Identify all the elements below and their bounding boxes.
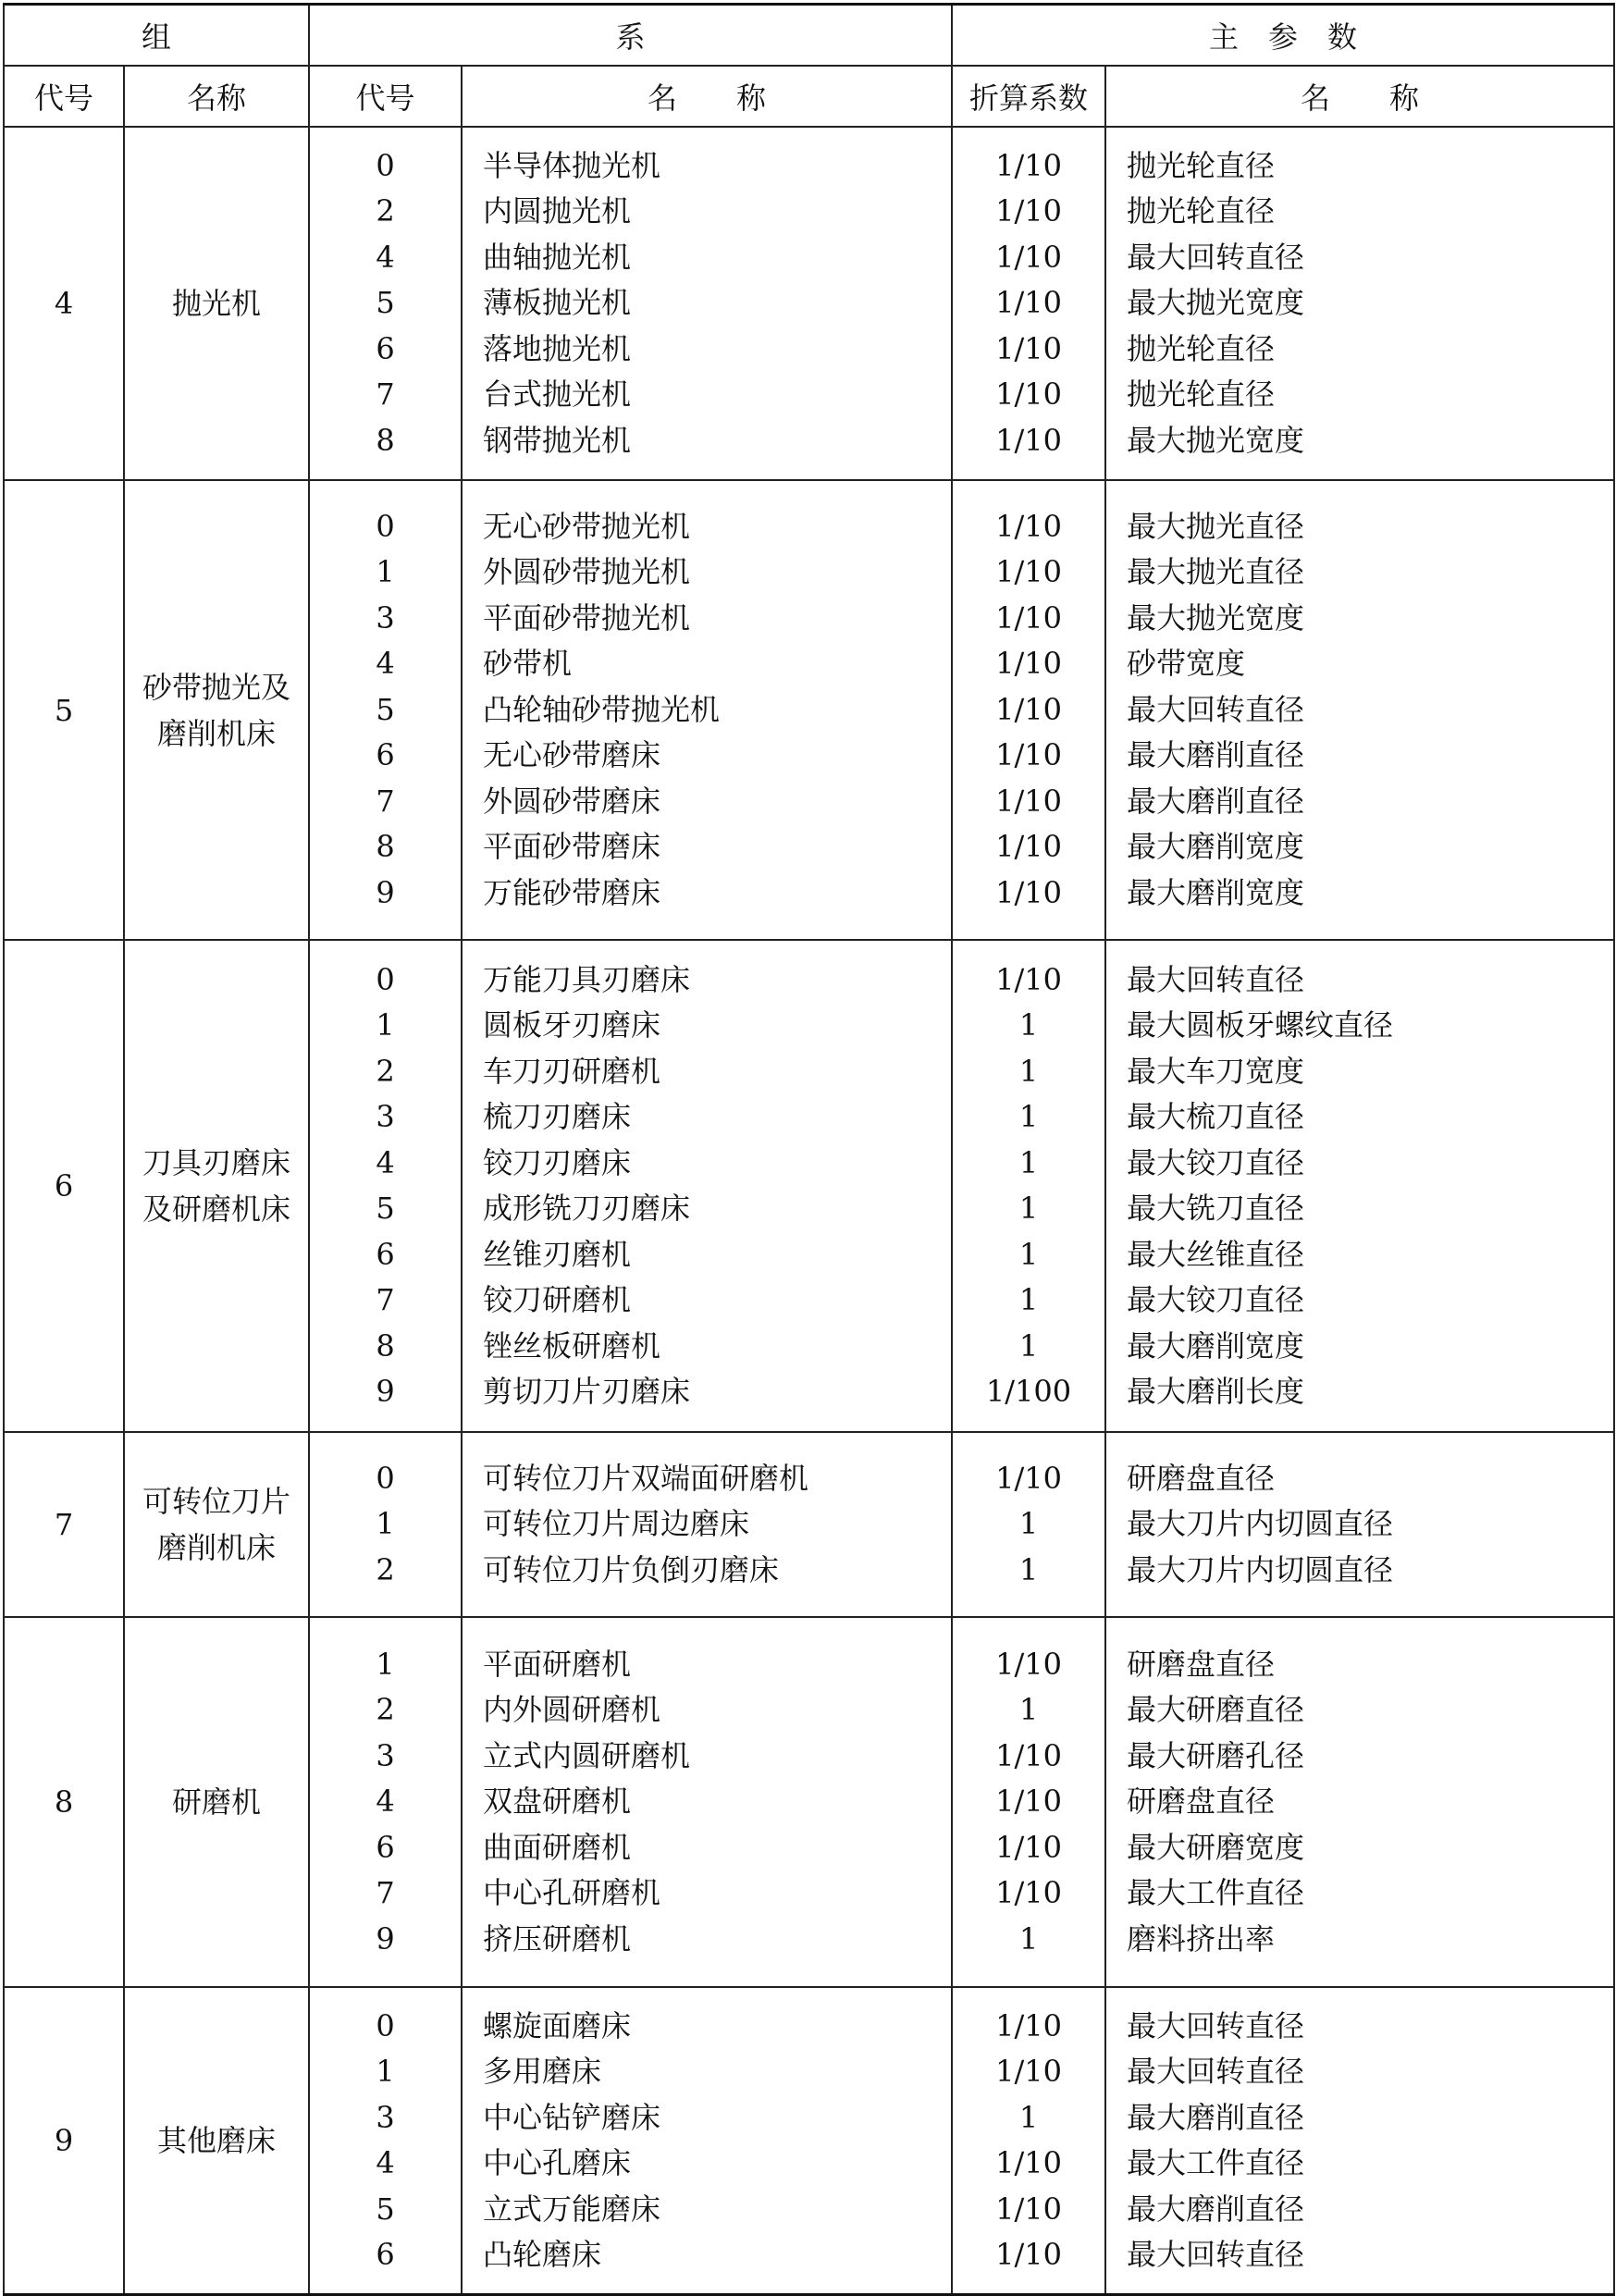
conversion-factor: 1/100: [985, 1374, 1072, 1409]
main-param-name: 最大刀片内切圆直径: [1127, 1506, 1394, 1542]
main-param-name: 最大回转直径: [1127, 691, 1305, 727]
table-row-group: [4, 1617, 1614, 1987]
group-name-line: 刀具刃磨床: [142, 1145, 291, 1180]
main-param-name: 最大铰刀直径: [1127, 1144, 1305, 1180]
main-param-name-column: [1105, 480, 1614, 940]
series-name: 砂带机: [483, 646, 573, 682]
series-name: 圆板牙刃磨床: [483, 1007, 661, 1043]
conversion-factor: 1/10: [995, 829, 1062, 865]
conversion-factor-column: [952, 940, 1105, 1432]
main-param-name: 最大抛光宽度: [1127, 599, 1305, 636]
series-name: 多用磨床: [483, 2054, 602, 2089]
main-param-name: 抛光轮直径: [1127, 147, 1276, 183]
series-name: 梳刀刃磨床: [483, 1099, 632, 1134]
group-code: 9: [4, 1987, 124, 2295]
group-name-text: 研磨机: [172, 1784, 262, 1820]
conversion-factor: 1: [1018, 1191, 1039, 1226]
main-param-name: 最大研磨直径: [1127, 1692, 1305, 1728]
series-name: 落地抛光机: [483, 330, 632, 366]
conversion-factor: 1/10: [995, 646, 1062, 682]
series-code: 9: [376, 1920, 395, 1957]
conversion-factor: 1/10: [995, 874, 1062, 910]
conversion-factor: 1: [1018, 1327, 1039, 1364]
series-code: 3: [376, 2099, 395, 2135]
conversion-factor: 1/10: [995, 330, 1062, 366]
conversion-factor: 1: [1018, 1099, 1039, 1134]
series-code: 2: [376, 193, 395, 229]
conversion-factor-column: [952, 480, 1105, 940]
series-code: 8: [376, 422, 395, 458]
group-name-line: 及研磨机床: [142, 1191, 291, 1227]
series-code-column: [309, 1432, 462, 1617]
main-param-name-column: [1105, 1987, 1614, 2295]
group-name: [124, 1987, 309, 2295]
main-param-name-column: [1105, 1617, 1614, 1987]
series-code-column: [309, 1987, 462, 2295]
machine-classification-table: [3, 3, 1615, 2296]
conversion-factor: 1/10: [995, 193, 1062, 229]
table-row-group: [4, 940, 1614, 1432]
main-param-name: 最大抛光直径: [1127, 554, 1305, 590]
conversion-factor: 1/10: [995, 508, 1062, 544]
group-name-text: 抛光机: [172, 286, 262, 321]
series-code: 2: [376, 1692, 395, 1728]
header-series-name: 名 称: [462, 66, 952, 127]
main-param-name: 最大工件直径: [1127, 1875, 1305, 1911]
series-code: 3: [376, 599, 395, 636]
series-name: 平面砂带磨床: [483, 829, 661, 865]
conversion-factor: 1/10: [995, 961, 1062, 997]
series-code: 1: [376, 1007, 395, 1043]
series-code-column: [309, 127, 462, 480]
series-name: 凸轮磨床: [483, 2237, 602, 2272]
conversion-factor: 1: [1018, 1692, 1039, 1728]
series-name: 半导体抛光机: [483, 147, 661, 183]
series-code: 8: [376, 829, 395, 865]
conversion-factor: 1/10: [995, 2237, 1062, 2272]
group-code: 5: [4, 480, 124, 940]
main-param-name: 最大铣刀直径: [1127, 1191, 1305, 1226]
header-row-top: [4, 5, 1614, 67]
conversion-factor: 1/10: [995, 2054, 1062, 2089]
conversion-factor: 1/10: [995, 1460, 1062, 1496]
conversion-factor: 1/10: [995, 554, 1062, 590]
conversion-factor-column: [952, 1987, 1105, 2295]
series-code: 5: [376, 1191, 395, 1226]
series-code: 1: [376, 2054, 395, 2089]
series-name: 立式内圆研磨机: [483, 1737, 691, 1773]
group-name: [124, 940, 309, 1432]
main-param-name: 最大研磨宽度: [1127, 1829, 1305, 1865]
group-name-line: 可转位刀片: [142, 1484, 291, 1519]
group-name: [124, 480, 309, 940]
group-code: 4: [4, 127, 124, 480]
table-row-group: [4, 127, 1614, 480]
series-code: 4: [376, 239, 395, 275]
conversion-factor: 1/10: [995, 783, 1062, 819]
group-code: 8: [4, 1617, 124, 1987]
series-name: 可转位刀片负倒刃磨床: [483, 1551, 780, 1587]
series-code: 4: [376, 2145, 395, 2180]
main-param-name: 最大丝锥直径: [1127, 1236, 1305, 1272]
series-code: 6: [376, 737, 395, 773]
series-name: 铰刀刃磨床: [483, 1144, 632, 1180]
series-name: 中心孔研磨机: [483, 1875, 661, 1911]
conversion-factor: 1/10: [995, 1875, 1062, 1911]
series-code: 6: [376, 2237, 395, 2272]
series-name: 内圆抛光机: [483, 193, 632, 229]
header-group: 组: [4, 5, 309, 67]
table-body: [4, 127, 1614, 2295]
group-name-line: 磨削机床: [157, 1530, 277, 1565]
main-param-name: 研磨盘直径: [1127, 1646, 1276, 1682]
table-row-group: [4, 1432, 1614, 1617]
series-code: 0: [376, 147, 395, 183]
header-group-code: 代号: [4, 66, 124, 127]
conversion-factor-column: [952, 127, 1105, 480]
series-name: 万能砂带磨床: [483, 874, 661, 910]
conversion-factor: 1/10: [995, 737, 1062, 773]
main-param-name: 最大抛光宽度: [1127, 422, 1305, 458]
conversion-factor: 1: [1018, 1007, 1039, 1043]
series-code: 5: [376, 2191, 395, 2227]
series-name: 成形铣刀刃磨床: [483, 1191, 691, 1226]
header-series: 系: [309, 5, 952, 67]
series-code: 2: [376, 1551, 395, 1587]
header-series-code: 代号: [309, 66, 462, 127]
series-name: 曲面研磨机: [483, 1829, 632, 1865]
main-param-name: 最大磨削直径: [1127, 737, 1305, 773]
header-factor: 折算系数: [952, 66, 1105, 127]
series-name-column: [462, 1617, 952, 1987]
main-param-name-column: [1105, 127, 1614, 480]
conversion-factor: 1/10: [995, 422, 1062, 458]
conversion-factor: 1/10: [995, 2191, 1062, 2227]
series-name: 平面砂带抛光机: [483, 599, 691, 636]
series-name: 钢带抛光机: [483, 422, 632, 458]
series-code: 7: [376, 783, 395, 819]
series-code: 0: [376, 1460, 395, 1496]
main-param-name: 研磨盘直径: [1127, 1784, 1276, 1820]
series-name: 外圆砂带抛光机: [483, 554, 691, 590]
main-param-name: 最大铰刀直径: [1127, 1282, 1305, 1317]
group-name: [124, 127, 309, 480]
conversion-factor: 1/10: [995, 1737, 1062, 1773]
series-code: 5: [376, 691, 395, 727]
conversion-factor-column: [952, 1617, 1105, 1987]
series-code: 1: [376, 554, 395, 590]
main-param-name: 砂带宽度: [1127, 646, 1246, 682]
group-name: [124, 1617, 309, 1987]
series-name: 外圆砂带磨床: [483, 783, 661, 819]
series-code: 4: [376, 1144, 395, 1180]
main-param-name: 最大磨削宽度: [1127, 874, 1305, 910]
conversion-factor: 1/10: [995, 239, 1062, 275]
conversion-factor-column: [952, 1432, 1105, 1617]
main-param-name: 最大磨削宽度: [1127, 829, 1305, 865]
series-code-column: [309, 1617, 462, 1987]
header-main-param: 主 参 数: [952, 5, 1614, 67]
series-name: 曲轴抛光机: [483, 239, 632, 275]
series-code: 3: [376, 1737, 395, 1773]
main-param-name: 最大回转直径: [1127, 239, 1305, 275]
series-name-column: [462, 480, 952, 940]
series-code: 7: [376, 376, 395, 413]
series-code: 3: [376, 1099, 395, 1134]
header-param-name: 名 称: [1105, 66, 1614, 127]
series-name: 铰刀研磨机: [483, 1282, 632, 1317]
group-name: [124, 1432, 309, 1617]
conversion-factor: 1/10: [995, 1784, 1062, 1820]
series-code: 4: [376, 646, 395, 682]
conversion-factor: 1/10: [995, 599, 1062, 636]
main-param-name: 最大磨削宽度: [1127, 1327, 1305, 1364]
main-param-name: 最大研磨孔径: [1127, 1737, 1305, 1773]
series-code: 6: [376, 330, 395, 366]
series-code: 6: [376, 1236, 395, 1272]
series-name-column: [462, 127, 952, 480]
series-name: 无心砂带磨床: [483, 737, 661, 773]
main-param-name: 最大回转直径: [1127, 961, 1305, 997]
series-name: 立式万能磨床: [483, 2191, 661, 2227]
main-param-name: 最大刀片内切圆直径: [1127, 1551, 1394, 1587]
series-name: 挤压研磨机: [483, 1920, 632, 1957]
series-code: 5: [376, 285, 395, 321]
conversion-factor: 1: [1018, 1236, 1039, 1272]
main-param-name: 抛光轮直径: [1127, 330, 1276, 366]
main-param-name: 抛光轮直径: [1127, 376, 1276, 413]
group-name-line: 砂带抛光及: [142, 669, 291, 705]
series-name: 内外圆研磨机: [483, 1692, 661, 1728]
conversion-factor: 1/10: [995, 2145, 1062, 2180]
conversion-factor: 1: [1018, 2099, 1039, 2135]
group-code: 7: [4, 1432, 124, 1617]
series-code: 0: [376, 508, 395, 544]
series-code: 2: [376, 1053, 395, 1089]
main-param-name: 最大磨削长度: [1127, 1374, 1305, 1409]
main-param-name: 最大磨削直径: [1127, 2099, 1305, 2135]
series-code-column: [309, 480, 462, 940]
series-name-column: [462, 940, 952, 1432]
series-name: 凸轮轴砂带抛光机: [483, 691, 721, 727]
series-name: 平面研磨机: [483, 1646, 632, 1682]
series-name-column: [462, 1987, 952, 2295]
conversion-factor: 1/10: [995, 2007, 1062, 2043]
page: [3, 3, 1613, 2292]
main-param-name: 磨料挤出率: [1127, 1920, 1276, 1957]
conversion-factor: 1: [1018, 1920, 1039, 1957]
series-name: 万能刀具刃磨床: [483, 961, 691, 997]
conversion-factor: 1: [1018, 1282, 1039, 1317]
series-name: 双盘研磨机: [483, 1784, 632, 1820]
main-param-name: 最大磨削直径: [1127, 2191, 1305, 2227]
conversion-factor: 1/10: [995, 376, 1062, 413]
group-name-line: 磨削机床: [157, 715, 277, 751]
series-name: 薄板抛光机: [483, 285, 632, 321]
series-name: 螺旋面磨床: [483, 2007, 632, 2043]
series-name: 无心砂带抛光机: [483, 508, 691, 544]
main-param-name: 最大车刀宽度: [1127, 1053, 1305, 1089]
group-code: 6: [4, 940, 124, 1432]
main-param-name: 抛光轮直径: [1127, 193, 1276, 229]
series-code: 4: [376, 1784, 395, 1820]
series-name: 车刀刃研磨机: [483, 1053, 661, 1089]
main-param-name: 最大抛光直径: [1127, 508, 1305, 544]
main-param-name: 研磨盘直径: [1127, 1460, 1276, 1496]
series-code: 8: [376, 1327, 395, 1364]
table-row-group: [4, 480, 1614, 940]
main-param-name: 最大工件直径: [1127, 2145, 1305, 2180]
conversion-factor: 1/10: [995, 1829, 1062, 1865]
conversion-factor: 1: [1018, 1053, 1039, 1089]
series-code: 7: [376, 1875, 395, 1911]
series-code: 6: [376, 1829, 395, 1865]
main-param-name: 最大梳刀直径: [1127, 1099, 1305, 1134]
header-group-name: 名称: [124, 66, 309, 127]
series-name: 中心钻铲磨床: [483, 2099, 661, 2135]
series-code: 9: [376, 1374, 395, 1409]
series-name: 可转位刀片周边磨床: [483, 1506, 750, 1542]
series-name: 台式抛光机: [483, 376, 632, 413]
series-code: 1: [376, 1646, 395, 1682]
series-code-column: [309, 940, 462, 1432]
conversion-factor: 1: [1018, 1144, 1039, 1180]
main-param-name-column: [1105, 940, 1614, 1432]
table-row-group: [4, 1987, 1614, 2295]
conversion-factor: 1: [1018, 1551, 1039, 1587]
main-param-name: 最大回转直径: [1127, 2237, 1305, 2272]
main-param-name: 最大回转直径: [1127, 2054, 1305, 2089]
conversion-factor: 1: [1018, 1506, 1039, 1542]
series-name-column: [462, 1432, 952, 1617]
main-param-name: 最大回转直径: [1127, 2007, 1305, 2043]
main-param-name: 最大抛光宽度: [1127, 285, 1305, 321]
series-name: 中心孔磨床: [483, 2145, 632, 2180]
series-name: 剪切刀片刃磨床: [483, 1374, 691, 1409]
series-name: 锉丝板研磨机: [483, 1327, 661, 1364]
series-code: 7: [376, 1282, 395, 1317]
conversion-factor: 1/10: [995, 691, 1062, 727]
main-param-name-column: [1105, 1432, 1614, 1617]
series-code: 9: [376, 874, 395, 910]
conversion-factor: 1/10: [995, 285, 1062, 321]
series-name: 可转位刀片双端面研磨机: [483, 1460, 809, 1496]
series-name: 丝锥刃磨机: [483, 1236, 632, 1272]
group-name-text: 其他磨床: [157, 2123, 277, 2158]
main-param-name: 最大磨削直径: [1127, 783, 1305, 819]
conversion-factor: 1/10: [995, 1646, 1062, 1682]
series-code: 1: [376, 1506, 395, 1542]
series-code: 0: [376, 2007, 395, 2043]
series-code: 0: [376, 961, 395, 997]
conversion-factor: 1/10: [995, 147, 1062, 183]
header-row-sub: [4, 66, 1614, 127]
main-param-name: 最大圆板牙螺纹直径: [1127, 1007, 1394, 1043]
